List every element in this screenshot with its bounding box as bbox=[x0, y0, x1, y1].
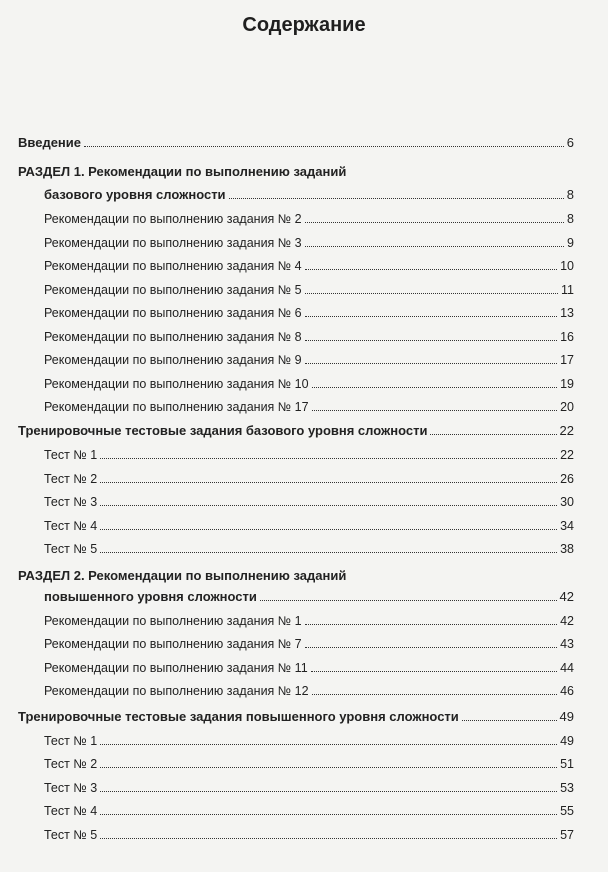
toc-entry bbox=[44, 515, 574, 533]
section1-heading-line1: РАЗДЕЛ 1. Рекомендации по выполнению заданий bbox=[18, 164, 347, 179]
toc-entry-section2 bbox=[44, 586, 574, 604]
entry-label: Рекомендации по выполнению задания № 7 bbox=[44, 637, 302, 652]
entry-page: 51 bbox=[560, 757, 574, 772]
entry-label: Тест № 4 bbox=[44, 804, 98, 819]
entry-page: 10 bbox=[560, 259, 574, 273]
toc-entry bbox=[44, 302, 574, 320]
entry-page: 49 bbox=[559, 709, 574, 724]
toc-entry-intro bbox=[18, 132, 574, 150]
entry-page: 17 bbox=[560, 353, 574, 367]
entry-page: 26 bbox=[560, 471, 574, 486]
entry-page: 22 bbox=[560, 448, 574, 462]
entry-label: Рекомендации по выполнению задания № 6 bbox=[44, 306, 302, 320]
entry-page: 55 bbox=[560, 804, 574, 819]
dot-leader bbox=[100, 482, 557, 483]
toc-entry bbox=[44, 730, 574, 748]
entry-label: Тест № 4 bbox=[44, 518, 98, 533]
entry-label: повышенного уровня сложности bbox=[44, 589, 257, 604]
dot-leader bbox=[100, 505, 557, 506]
entry-label: Рекомендации по выполнению задания № 5 bbox=[44, 282, 302, 297]
entry-page: 13 bbox=[560, 306, 574, 320]
entry-page: 11 bbox=[561, 282, 574, 297]
dot-leader bbox=[100, 458, 557, 459]
dot-leader bbox=[430, 434, 556, 435]
entry-page: 6 bbox=[566, 135, 574, 150]
toc-entry bbox=[44, 468, 574, 486]
toc-entry bbox=[44, 800, 574, 818]
dot-leader bbox=[312, 387, 558, 388]
entry-label: Рекомендации по выполнению задания № 4 bbox=[44, 259, 302, 273]
entry-label: Рекомендации по выполнению задания № 8 bbox=[44, 329, 302, 344]
toc-entry bbox=[44, 538, 574, 556]
dot-leader bbox=[229, 198, 564, 199]
entry-page: 30 bbox=[560, 495, 574, 510]
dot-leader bbox=[305, 293, 558, 294]
entry-label: Тест № 3 bbox=[44, 495, 98, 510]
toc-entry bbox=[44, 208, 574, 226]
entry-label: Тренировочные тестовые задания базового уровня сложности bbox=[18, 423, 428, 438]
entry-label: Рекомендации по выполнению задания № 12 bbox=[44, 683, 309, 698]
toc-entry bbox=[44, 680, 574, 698]
dot-leader bbox=[305, 340, 557, 341]
entry-page: 9 bbox=[567, 235, 574, 250]
toc-entry bbox=[44, 657, 574, 675]
entry-label: Тест № 3 bbox=[44, 780, 98, 795]
toc-entry-training1 bbox=[18, 420, 574, 438]
entry-page: 38 bbox=[560, 542, 574, 557]
entry-label: Рекомендации по выполнению задания № 3 bbox=[44, 235, 302, 250]
entry-label: базового уровня сложности bbox=[44, 187, 226, 202]
dot-leader bbox=[305, 363, 557, 364]
toc-entry bbox=[44, 491, 574, 509]
entry-label: Рекомендации по выполнению задания № 2 bbox=[44, 212, 302, 226]
entry-page: 46 bbox=[560, 683, 574, 698]
entry-page: 19 bbox=[560, 376, 574, 391]
dot-leader bbox=[260, 600, 557, 601]
toc-entry bbox=[44, 373, 574, 391]
dot-leader bbox=[312, 410, 558, 411]
dot-leader bbox=[311, 671, 557, 672]
dot-leader bbox=[84, 146, 564, 147]
toc-entry bbox=[44, 396, 574, 414]
entry-page: 43 bbox=[560, 637, 574, 652]
entry-label: Рекомендации по выполнению задания № 11 bbox=[44, 660, 308, 675]
toc-entry bbox=[44, 610, 574, 628]
entry-page: 34 bbox=[560, 518, 574, 533]
entry-label: Рекомендации по выполнению задания № 1 bbox=[44, 614, 302, 628]
section2-heading-line1: РАЗДЕЛ 2. Рекомендации по выполнению заданий bbox=[18, 568, 347, 583]
toc-entry-training2 bbox=[18, 706, 574, 724]
dot-leader bbox=[305, 316, 557, 317]
toc-entry bbox=[44, 753, 574, 771]
entry-label: Тест № 5 bbox=[44, 827, 98, 842]
dot-leader bbox=[100, 767, 557, 768]
entry-page: 44 bbox=[560, 660, 574, 675]
entry-page: 57 bbox=[560, 827, 574, 842]
entry-page: 16 bbox=[560, 329, 574, 344]
entry-page: 42 bbox=[559, 589, 574, 604]
dot-leader bbox=[305, 246, 564, 247]
toc-entry bbox=[44, 444, 574, 462]
dot-leader bbox=[100, 744, 557, 745]
entry-page: 8 bbox=[567, 212, 574, 226]
entry-label: Тест № 2 bbox=[44, 757, 98, 772]
dot-leader bbox=[305, 624, 557, 625]
dot-leader bbox=[100, 838, 557, 839]
entry-label: Тест № 1 bbox=[44, 734, 98, 748]
entry-label: Введение bbox=[18, 135, 81, 150]
entry-label: Рекомендации по выполнению задания № 10 bbox=[44, 376, 309, 391]
toc-entry bbox=[44, 232, 574, 250]
entry-label: Тренировочные тестовые задания повышенного уровня сложности bbox=[18, 709, 459, 724]
entry-page: 49 bbox=[560, 734, 574, 748]
dot-leader bbox=[462, 720, 557, 721]
entry-page: 22 bbox=[559, 423, 574, 438]
entry-page: 20 bbox=[560, 400, 574, 414]
entry-page: 53 bbox=[560, 780, 574, 795]
dot-leader bbox=[100, 791, 557, 792]
page-title: Содержание bbox=[242, 14, 366, 36]
dot-leader bbox=[305, 269, 557, 270]
dot-leader bbox=[100, 552, 557, 553]
dot-leader bbox=[312, 694, 558, 695]
toc-entry bbox=[44, 279, 574, 297]
dot-leader bbox=[100, 529, 557, 530]
toc-entry bbox=[44, 349, 574, 367]
dot-leader bbox=[100, 814, 557, 815]
toc-entry-section1 bbox=[44, 184, 574, 202]
dot-leader bbox=[305, 647, 557, 648]
entry-label: Тест № 1 bbox=[44, 448, 98, 462]
entry-label: Рекомендации по выполнению задания № 9 bbox=[44, 353, 302, 367]
dot-leader bbox=[305, 222, 564, 223]
entry-page: 8 bbox=[566, 187, 574, 202]
entry-page: 42 bbox=[560, 614, 574, 628]
toc-entry bbox=[44, 633, 574, 651]
entry-label: Рекомендации по выполнению задания № 17 bbox=[44, 400, 309, 414]
toc-entry bbox=[44, 824, 574, 842]
toc-entry bbox=[44, 777, 574, 795]
entry-label: Тест № 5 bbox=[44, 542, 98, 557]
toc-entry bbox=[44, 255, 574, 273]
entry-label: Тест № 2 bbox=[44, 471, 98, 486]
toc-entry bbox=[44, 326, 574, 344]
